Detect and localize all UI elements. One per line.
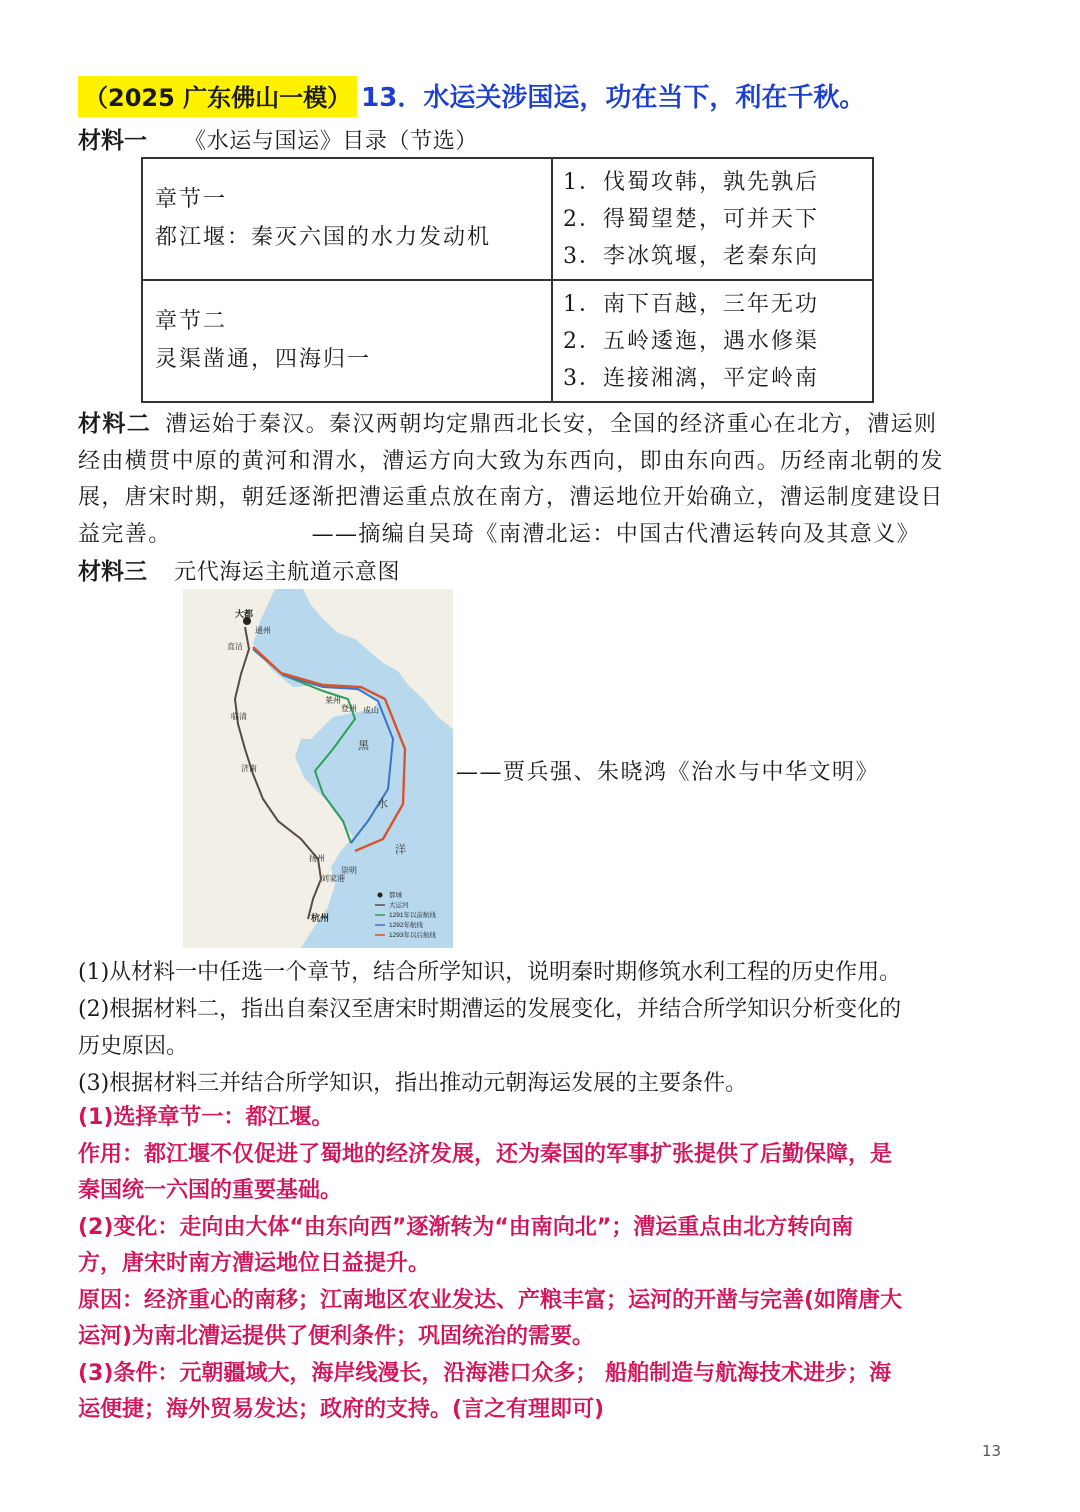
- table-row: [142, 280, 873, 402]
- map-label-chengshan: 成山: [363, 706, 379, 715]
- chapter1-name: 章节一: [155, 187, 228, 212]
- answer-line: 运便捷；海外贸易发达；政府的支持。(言之有理即可): [78, 1397, 605, 1422]
- yuan-sea-route-map: [183, 589, 453, 948]
- question-title: 13．水运关涉国运，功在当下，利在千秋。: [361, 83, 866, 113]
- answer-line: (2)变化：走向由大体“由东向西”逐渐转为“由南向北”；漕运重点由北方转向南: [78, 1214, 854, 1240]
- map-label-liujiagang: 刘家港: [321, 874, 345, 883]
- map-label-yangzhou: 扬州: [309, 854, 325, 863]
- question-2: (2)根据材料二，指出自秦汉至唐宋时期漕运的发展变化，并结合所学知识分析变化的: [78, 997, 902, 1022]
- list-item: 3．李冰筑堰，老秦东向: [563, 243, 819, 269]
- map-label-zhigu: 直沽: [227, 642, 243, 651]
- material2-source: ——摘编自吴琦《南漕北运：中国古代漕运转向及其意义》: [311, 521, 921, 547]
- toc-table: [141, 157, 874, 403]
- chapter2-items: [552, 280, 873, 402]
- answer-line: (3)条件：元朝疆域大，海岸线漫长，沿海港口众多； 船舶制造与航海技术进步；海: [78, 1360, 892, 1386]
- material3-label: 材料三: [78, 559, 147, 585]
- material1-caption: 《水运与国运》目录（节选）: [184, 129, 478, 154]
- legend-capital: 都城: [389, 892, 402, 899]
- legend-canal: 大运河: [389, 902, 409, 909]
- material3-heading: [78, 553, 400, 586]
- answers-block: [78, 1100, 998, 1429]
- question-3: (3)根据材料三并结合所学知识，指出推动元朝海运发展的主要条件。: [78, 1071, 748, 1096]
- map-label-tongzhou: 通州: [255, 626, 271, 635]
- answer-line: 运河)为南北漕运提供了便利条件；巩固统治的需要。: [78, 1324, 595, 1349]
- chapter1-subtitle: 都江堰：秦灭六国的水力发动机: [155, 225, 492, 250]
- material2-line: 展，唐宋时期，朝廷逐渐把漕运重点放在南方，漕运地位开始确立，漕运制度建设日: [78, 485, 944, 510]
- table-row: [142, 158, 873, 280]
- legend-1293: 1293年以后航线: [389, 932, 436, 939]
- legend-1291: 1291年以前航线: [389, 912, 436, 919]
- question-header: [78, 76, 865, 117]
- answer-line: 原因：经济重心的南移；江南地区农业发达、产粮丰富；运河的开凿与完善(如隋唐大: [78, 1287, 903, 1313]
- question-2-cont: 历史原因。: [78, 1034, 189, 1059]
- list-item: 2．得蜀望楚，可并天下: [563, 206, 819, 232]
- question-1: (1)从材料一中任选一个章节，结合所学知识，说明秦时期修筑水利工程的历史作用。: [78, 960, 902, 985]
- list-item: 2．五岭逶迤，遇水修渠: [563, 328, 819, 354]
- list-item: 1．南下百越，三年无功: [563, 291, 819, 317]
- material2-line: 漕运始于秦汉。秦汉两朝均定鼎西北长安，全国的经济重心在北方，漕运则: [165, 412, 938, 437]
- map-sea-char-1: 黑: [358, 739, 369, 752]
- answer-line: 作用：都江堰不仅促进了蜀地的经济发展，还为秦国的军事扩张提供了后勤保障，是: [78, 1141, 893, 1167]
- answer-line: 秦国统一六国的重要基础。: [78, 1178, 343, 1203]
- map-label-laizhou: 莱州: [325, 696, 341, 705]
- material2-label: 材料二: [78, 411, 152, 437]
- material2-line: 益完善。: [78, 521, 172, 547]
- map-label-dadu: 大都: [235, 609, 254, 619]
- answer-line: 方，唐宋时南方漕运地位日益提升。: [78, 1251, 431, 1276]
- chapter2-subtitle: 灵渠凿通，四海归一: [155, 347, 372, 372]
- legend-1292: 1292年航线: [389, 922, 423, 929]
- chapter1-items: [552, 158, 873, 280]
- material1-heading: [78, 122, 478, 155]
- exam-source-tag: （2025 广东佛山一模）: [78, 76, 357, 117]
- map-label-hangzhou: 杭州: [311, 913, 330, 923]
- material3-source: ——贾兵强、朱晓鸿《治水与中华文明》: [456, 760, 880, 785]
- material2-line: 经由横贯中原的黄河和渭水，漕运方向大致为东西向，即由东向西。历经南北朝的发: [78, 448, 944, 474]
- map-sea-char-3: 洋: [395, 843, 406, 856]
- map-sea-char-2: 水: [377, 797, 388, 810]
- list-item: 1．伐蜀攻韩，孰先孰后: [563, 169, 819, 195]
- chapter2-name: 章节二: [155, 309, 228, 334]
- questions-block: [78, 954, 998, 1102]
- chapter1-cell: [142, 158, 552, 280]
- chapter2-cell: [142, 280, 552, 402]
- material3-caption: 元代海运主航道示意图: [174, 560, 401, 585]
- map-label-jinan: 济南: [241, 764, 257, 773]
- material1-label: 材料一: [78, 128, 147, 154]
- page-number: 13: [982, 1442, 1002, 1460]
- list-item: 3．连接湘漓，平定岭南: [563, 365, 819, 391]
- map-label-dengzhou: 登州: [341, 704, 357, 713]
- material2-paragraph: [78, 406, 990, 553]
- map-label-chongming: 崇明: [341, 866, 357, 875]
- map-label-linqing: 临清: [231, 712, 247, 721]
- answer-line: (1)选择章节一：都江堰。: [78, 1105, 334, 1130]
